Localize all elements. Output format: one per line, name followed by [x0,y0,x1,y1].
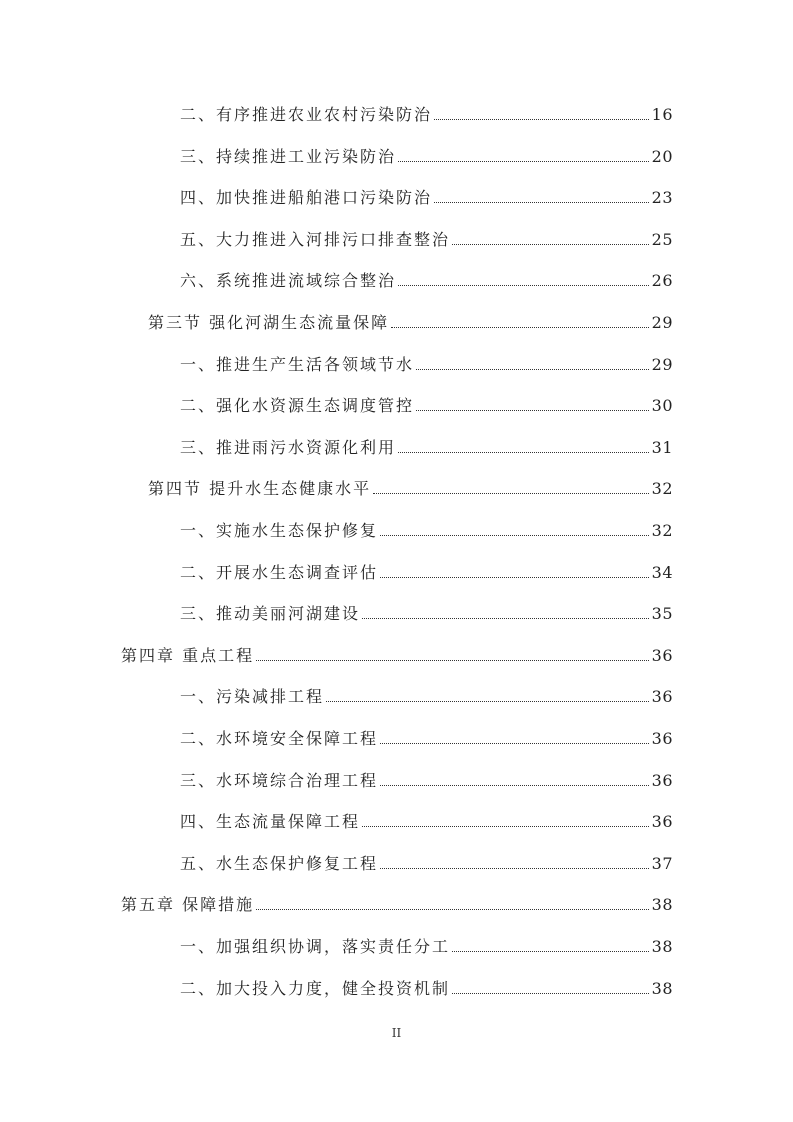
dot-leader [362,617,649,619]
dot-leader [256,908,649,910]
toc-entry[interactable] [180,846,673,874]
dot-leader [434,201,649,203]
dot-leader [452,243,649,245]
toc-entry[interactable] [180,929,673,957]
toc-entry-title: 第四节 提升水生态健康水平 [148,479,372,498]
toc-entry[interactable] [180,596,673,624]
toc-entry-title: 第五章 保障措施 [121,895,255,914]
toc-entry[interactable] [180,388,673,416]
toc-entry[interactable] [180,679,673,707]
dot-leader [373,492,649,494]
toc-entry-title: 六、系统推进流域综合整治 [180,271,397,290]
toc-entry[interactable] [180,971,673,999]
toc-entry[interactable] [121,638,673,666]
toc-entry-page-number: 36 [651,771,673,790]
toc-entry-title: 二、水环境安全保障工程 [180,729,379,748]
toc-entry-page-number: 31 [651,438,673,457]
toc-entry-title: 一、加强组织协调，落实责任分工 [180,937,451,956]
toc-entry-page-number: 25 [651,230,673,249]
toc-entry[interactable] [180,763,673,791]
dot-leader [380,534,649,536]
dot-leader [362,825,649,827]
dot-leader [398,160,649,162]
toc-entry-page-number: 38 [651,895,673,914]
toc-entry-page-number: 36 [651,729,673,748]
toc-entry-page-number: 38 [651,937,673,956]
toc-entry[interactable] [180,263,673,291]
toc-entry[interactable] [148,305,673,333]
toc-entry-page-number: 34 [651,563,673,582]
toc-entry-title: 二、强化水资源生态调度管控 [180,396,415,415]
toc-entry-page-number: 20 [651,147,673,166]
toc-entry-page-number: 29 [651,355,673,374]
toc-entry-title: 五、大力推进入河排污口排查整治 [180,230,451,249]
dot-leader [434,118,649,120]
dot-leader [380,784,649,786]
toc-entry-page-number: 32 [651,521,673,540]
toc-entry-title: 二、加大投入力度，健全投资机制 [180,979,451,998]
toc-entry-title: 第四章 重点工程 [121,646,255,665]
toc-entry-title: 三、推动美丽河湖建设 [180,604,361,623]
toc-entry[interactable] [180,97,673,125]
toc-entry-page-number: 16 [651,105,673,124]
dot-leader [380,742,649,744]
toc-entry-page-number: 38 [651,979,673,998]
toc-entry[interactable] [180,555,673,583]
toc-entry[interactable] [180,804,673,832]
toc-entry[interactable] [180,430,673,458]
toc-entry-title: 一、实施水生态保护修复 [180,521,379,540]
dot-leader [391,326,649,328]
toc-entry-title: 二、开展水生态调查评估 [180,563,379,582]
toc-entry[interactable] [180,513,673,541]
dot-leader [326,700,649,702]
toc-entry-page-number: 30 [651,396,673,415]
toc-entry-title: 一、推进生产生活各领域节水 [180,355,415,374]
toc-entry-title: 第三节 强化河湖生态流量保障 [148,313,390,332]
toc-entry-page-number: 36 [651,687,673,706]
page-number: II [391,1026,402,1040]
dot-leader [398,284,649,286]
toc-entry-title: 五、水生态保护修复工程 [180,854,379,873]
toc-entry-title: 四、加快推进船舶港口污染防治 [180,188,433,207]
toc-entry[interactable] [180,180,673,208]
toc-entry-title: 四、生态流量保障工程 [180,812,361,831]
toc-entry-page-number: 32 [651,479,673,498]
toc-entry[interactable] [180,222,673,250]
toc-entry[interactable] [180,139,673,167]
toc-entry-page-number: 37 [651,854,673,873]
dot-leader [416,409,649,411]
toc-entry[interactable] [180,721,673,749]
toc-entry[interactable] [121,887,673,915]
toc-entry-title: 一、污染减排工程 [180,687,325,706]
toc-entry-title: 二、有序推进农业农村污染防治 [180,105,433,124]
dot-leader [398,451,649,453]
dot-leader [452,950,649,952]
toc-entry-title: 三、水环境综合治理工程 [180,771,379,790]
dot-leader [256,659,649,661]
toc-entry-page-number: 26 [651,271,673,290]
toc-entry-title: 三、推进雨污水资源化利用 [180,438,397,457]
toc-entry-page-number: 36 [651,812,673,831]
dot-leader [380,867,649,869]
dot-leader [416,368,649,370]
toc-entry-page-number: 29 [651,313,673,332]
toc-entry[interactable] [148,471,673,499]
toc-entry-title: 三、持续推进工业污染防治 [180,147,397,166]
toc-entry-page-number: 35 [651,604,673,623]
toc-entry-page-number: 36 [651,646,673,665]
toc-entry[interactable] [180,347,673,375]
dot-leader [452,992,649,994]
dot-leader [380,576,649,578]
toc-entry-page-number: 23 [651,188,673,207]
